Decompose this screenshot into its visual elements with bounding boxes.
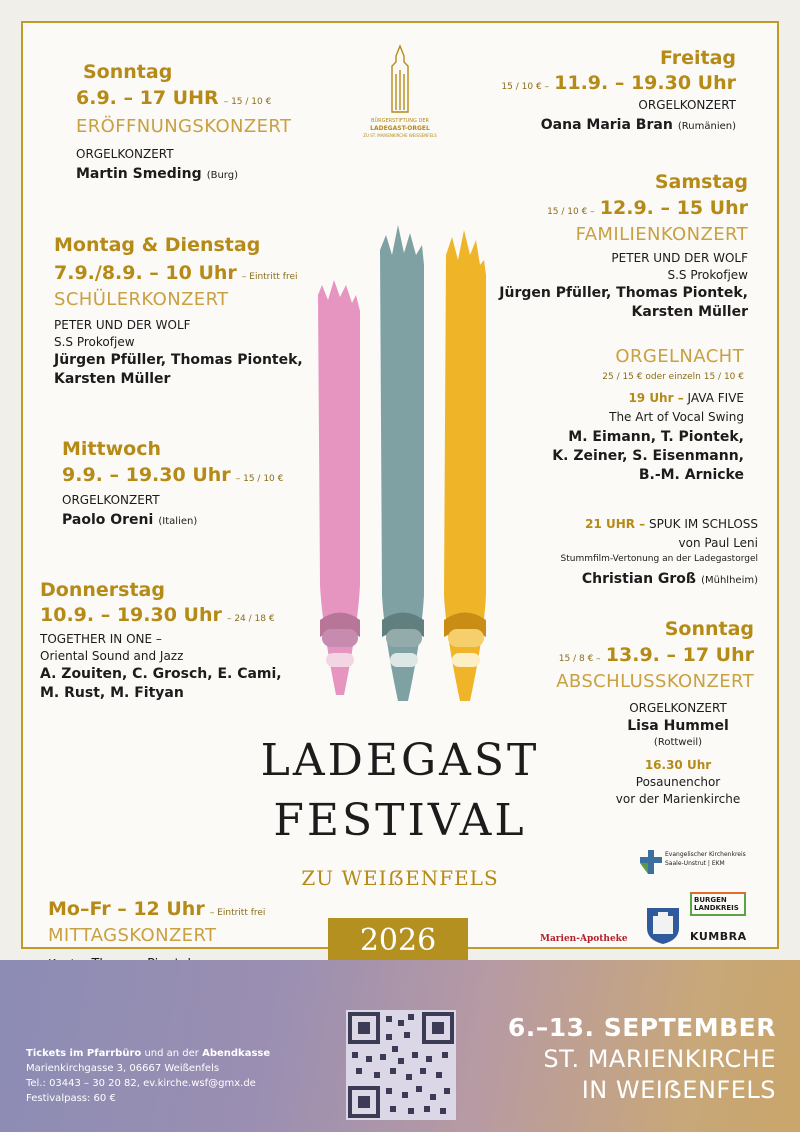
event-date: 10.9. – 19.30 Uhr bbox=[40, 604, 222, 626]
event-subtitle: The Art of Vocal Swing bbox=[609, 410, 744, 424]
event-day: Freitag bbox=[659, 47, 736, 69]
event-note: vor der Marienkirche bbox=[615, 792, 741, 806]
cross-icon bbox=[640, 850, 662, 874]
event-artist: Martin Smeding bbox=[76, 166, 202, 182]
event-date: 9.9. – 19.30 Uhr bbox=[62, 464, 231, 486]
event-friday bbox=[440, 46, 736, 135]
event-price: 15 / 10 € – bbox=[501, 82, 550, 92]
festival-subtitle: ZU WEIẞENFELS bbox=[301, 866, 499, 890]
event-category: ERÖFFNUNGSKONZERT bbox=[76, 116, 292, 137]
event-subtitle: von Paul Leni bbox=[678, 536, 758, 550]
ticket-phone[interactable]: Tel.: 03443 – 30 20 82, ev.kirche.wsf@gmx.de bbox=[26, 1078, 256, 1089]
event-artists: B.-M. Arnicke bbox=[638, 467, 744, 483]
event-category: ORGELNACHT bbox=[615, 346, 744, 367]
event-artist: Oana Maria Bran bbox=[540, 117, 673, 133]
event-closing-details bbox=[588, 700, 768, 808]
event-title: SPUK IM SCHLOSS bbox=[649, 517, 758, 531]
tickets-label2: Abendkasse bbox=[202, 1048, 271, 1059]
ekm-line2: Saale-Unstrut | EKM bbox=[665, 860, 725, 867]
event-price: – Eintritt frei bbox=[241, 272, 298, 282]
organ-pipes-illustration bbox=[300, 225, 500, 710]
festival-dates: 6.–13. SEPTEMBER bbox=[507, 1013, 776, 1042]
event-date: 13.9. – 17 Uhr bbox=[605, 644, 754, 666]
event-price: 15 / 10 € – bbox=[547, 207, 595, 217]
festival-year: 2026 bbox=[328, 918, 468, 964]
event-origin: (Burg) bbox=[206, 170, 238, 181]
logo-line1: BÜRGERSTIFTUNG DER bbox=[371, 118, 429, 124]
ticket-info bbox=[26, 1046, 270, 1106]
event-program: ORGELKONZERT bbox=[62, 493, 160, 507]
event-date: 6.9. – 17 UHR bbox=[76, 87, 219, 109]
venue-info bbox=[508, 1012, 776, 1106]
event-artist: Lisa Hummel bbox=[627, 718, 729, 734]
event-day: Sonntag bbox=[664, 618, 754, 640]
event-program: PETER UND DER WOLF bbox=[611, 251, 748, 265]
event-price: 25 / 15 € oder einzeln 15 / 10 € bbox=[602, 372, 744, 382]
city-coat-of-arms-icon bbox=[645, 906, 681, 946]
event-sunday-opening bbox=[83, 60, 353, 84]
event-price: – 15 / 10 € bbox=[223, 97, 272, 107]
burgenlandkreis-logo: BURGEN LANDKREIS bbox=[690, 892, 756, 916]
event-artists: K. Zeiner, S. Eisenmann, bbox=[552, 448, 744, 464]
event-date: 11.9. – 19.30 Uhr bbox=[554, 72, 736, 94]
event-subtitle: Oriental Sound and Jazz bbox=[40, 649, 184, 663]
event-artists: Jürgen Pfüller, Thomas Piontek, bbox=[499, 285, 748, 301]
event-price: – Eintritt frei bbox=[209, 908, 266, 918]
event-date: 7.9./8.9. – 10 Uhr bbox=[54, 262, 237, 284]
event-artists: M. Eimann, T. Piontek, bbox=[568, 429, 744, 445]
venue-church: ST. MARIENKIRCHE bbox=[543, 1045, 776, 1073]
event-day: Samstag bbox=[654, 171, 748, 193]
event-title: JAVA FIVE bbox=[687, 391, 744, 405]
event-artists: A. Zouiten, C. Grosch, E. Cami, bbox=[40, 666, 282, 682]
tickets-label: Tickets im Pfarrbüro bbox=[26, 1048, 142, 1059]
event-category: ABSCHLUSSKONZERT bbox=[556, 671, 754, 692]
event-sunday-opening-body bbox=[76, 86, 376, 184]
ekm-logo bbox=[640, 850, 750, 874]
event-artists: Jürgen Pfüller, Thomas Piontek, bbox=[54, 352, 303, 368]
festival-title-line1: LADEGAST bbox=[260, 735, 540, 786]
event-time: 16.30 Uhr bbox=[644, 758, 712, 772]
event-origin: (Rottweil) bbox=[653, 737, 703, 748]
logo-line2: LADEGAST-ORGEL bbox=[370, 125, 430, 132]
event-artists: M. Rust, M. Fityan bbox=[40, 685, 184, 701]
event-origin: (Italien) bbox=[158, 516, 198, 527]
event-thursday bbox=[40, 578, 340, 703]
event-price: 15 / 8 € – bbox=[558, 654, 601, 664]
event-price: – 24 / 18 € bbox=[226, 614, 275, 624]
event-program: ORGELKONZERT bbox=[638, 98, 736, 112]
event-artists: Karsten Müller bbox=[631, 304, 748, 320]
event-day: Montag & Dienstag bbox=[54, 234, 261, 256]
event-artists: Karsten Müller bbox=[54, 371, 171, 387]
event-day: Mittwoch bbox=[62, 438, 161, 460]
event-category: FAMILIENKONZERT bbox=[575, 224, 748, 245]
festival-pass: Festivalpass: 60 € bbox=[26, 1093, 116, 1104]
event-day: Sonntag bbox=[83, 61, 173, 83]
event-artist: Paolo Oreni bbox=[62, 512, 154, 528]
logo-line3: ZU ST. MARIENKIRCHE WEISSENFELS bbox=[363, 133, 437, 138]
festival-title-line2: FESTIVAL bbox=[273, 795, 527, 846]
event-time: 19 Uhr – bbox=[628, 391, 684, 405]
apotheke-logo: Marien-Apotheke bbox=[540, 934, 628, 944]
organ-tower-icon bbox=[380, 44, 420, 114]
qr-code-icon[interactable] bbox=[346, 1010, 456, 1120]
event-category: SCHÜLERKONZERT bbox=[54, 289, 229, 310]
event-silent-film bbox=[460, 516, 758, 589]
event-program: ORGELKONZERT bbox=[629, 701, 727, 715]
event-price: – 15 / 10 € bbox=[235, 474, 284, 484]
event-time: 21 UHR – bbox=[585, 517, 646, 531]
event-note: Stummfilm-Vertonung an der Ladegastorgel bbox=[560, 554, 758, 564]
event-origin: (Rumänien) bbox=[677, 121, 736, 132]
event-program: TOGETHER IN ONE – bbox=[40, 632, 162, 646]
event-artist: Christian Groß bbox=[581, 571, 696, 587]
event-category: MITTAGSKONZERT bbox=[48, 925, 217, 946]
event-program: ORGELKONZERT bbox=[76, 147, 174, 161]
event-date: 12.9. – 15 Uhr bbox=[599, 197, 748, 219]
event-origin: (Mühlheim) bbox=[701, 575, 758, 586]
venue-city: IN WEIẞENFELS bbox=[581, 1076, 776, 1104]
event-day: Donnerstag bbox=[40, 579, 165, 601]
event-composer: S.S Prokofjew bbox=[667, 268, 748, 282]
tickets-mid: und an der bbox=[141, 1048, 203, 1059]
event-composer: S.S Prokofjew bbox=[54, 335, 135, 349]
event-note: Posaunenchor bbox=[635, 775, 721, 789]
event-program: PETER UND DER WOLF bbox=[54, 318, 191, 332]
kumbra-logo: KUMBRA bbox=[690, 930, 747, 943]
ekm-line1: Evangelischer Kirchenkreis bbox=[665, 851, 746, 858]
event-day: Mo–Fr – 12 Uhr bbox=[48, 898, 205, 920]
ticket-address: Marienkirchgasse 3, 06667 Weißenfels bbox=[26, 1063, 220, 1074]
